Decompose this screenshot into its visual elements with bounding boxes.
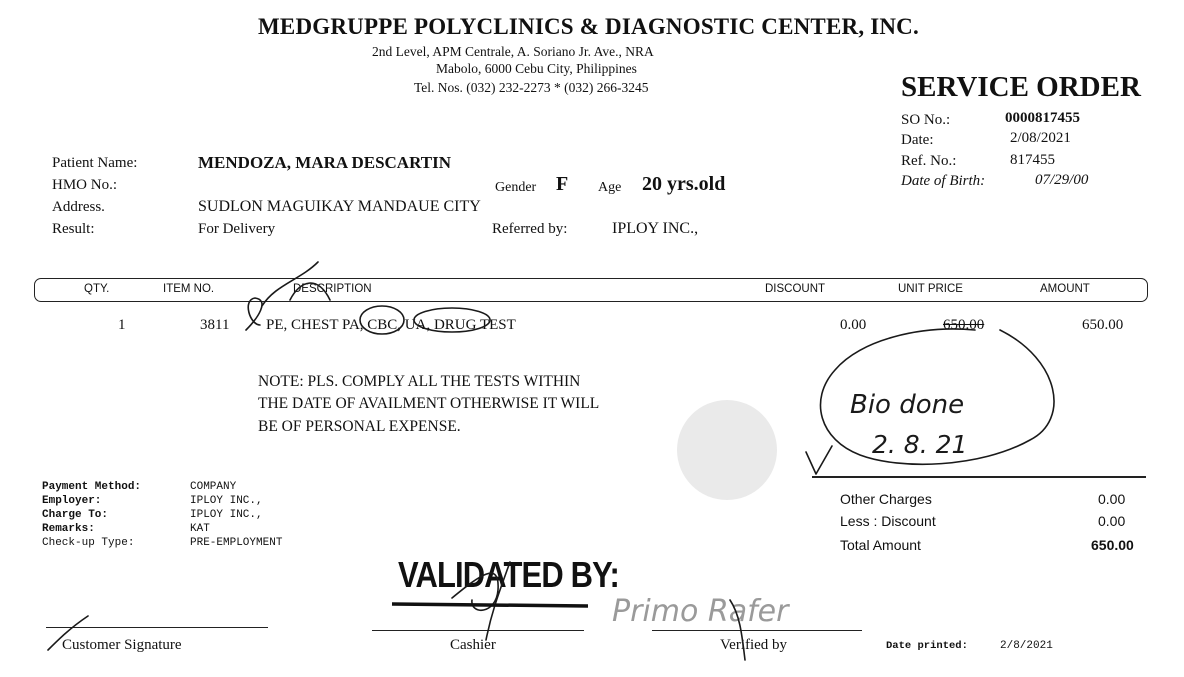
cashier-signature xyxy=(452,562,510,640)
hmo-label: HMO No.: xyxy=(52,177,118,193)
ref-no-label: Ref. No.: xyxy=(901,153,957,169)
less-discount-label: Less : Discount xyxy=(840,513,936,529)
result: For Delivery xyxy=(198,221,276,237)
total-amount-label: Total Amount xyxy=(840,537,921,553)
order-date: 2/08/2021 xyxy=(1010,130,1071,146)
row-description: PE, CHEST PA, CBC, UA, DRUG TEST xyxy=(266,317,516,333)
payment-method-label: Payment Method: xyxy=(42,481,142,493)
clinic-phone: Tel. Nos. (032) 232-2273 * (032) 266-3245 xyxy=(414,80,649,95)
age-label: Age xyxy=(598,180,622,195)
validated-stamp: VALIDATED BY: xyxy=(398,554,620,595)
checkup-type: PRE-EMPLOYMENT xyxy=(190,537,283,549)
referred-by: IPLOY INC., xyxy=(612,220,699,237)
dob-label: Date of Birth: xyxy=(901,173,986,189)
note-line1: NOTE: PLS. COMPLY ALL THE TESTS WITHIN xyxy=(258,373,581,390)
check-mark xyxy=(806,446,832,474)
ref-no: 817455 xyxy=(1010,152,1055,168)
drug-test-circle xyxy=(414,308,490,332)
clinic-address-line2: Mabolo, 6000 Cebu City, Philippines xyxy=(436,61,637,76)
age: 20 yrs.old xyxy=(642,173,726,195)
cashier-label: Cashier xyxy=(450,637,496,653)
seal-mark xyxy=(677,400,777,500)
handwritten-bio-done: Bio done xyxy=(850,390,965,420)
clinic-address-line1: 2nd Level, APM Centrale, A. Soriano Jr. Ave., NRA xyxy=(372,44,654,59)
patient-address: SUDLON MAGUIKAY MANDAUE CITY xyxy=(198,198,481,215)
ua-circle xyxy=(360,306,404,334)
patient-name-label: Patient Name: xyxy=(52,155,138,171)
date-label: Date: xyxy=(901,132,934,148)
employer: IPLOY INC., xyxy=(190,495,263,507)
stamp-name: Primo Rafer xyxy=(612,594,789,629)
customer-signature-tick xyxy=(48,616,88,650)
other-charges-label: Other Charges xyxy=(840,491,932,507)
row-amount: 650.00 xyxy=(1082,317,1124,333)
note-line2: THE DATE OF AVAILMENT OTHERWISE IT WILL xyxy=(258,395,600,412)
stamp-underline xyxy=(392,604,588,606)
header-qty: QTY. xyxy=(84,283,110,295)
header-unit-price: UNIT PRICE xyxy=(898,283,963,295)
address-label: Address. xyxy=(52,199,105,215)
so-no: 0000817455 xyxy=(1005,110,1080,126)
remarks-label: Remarks: xyxy=(42,523,95,535)
gender-label: Gender xyxy=(495,180,537,195)
row-unit-price: 650.00 xyxy=(943,317,985,333)
date-printed: 2/8/2021 xyxy=(1000,640,1053,652)
patient-name: MENDOZA, MARA DESCARTIN xyxy=(198,153,451,172)
clinic-name: MEDGRUPPE POLYCLINICS & DIAGNOSTIC CENTER, INC. xyxy=(258,14,919,39)
note-line3: BE OF PERSONAL EXPENSE. xyxy=(258,418,461,435)
total-amount: 650.00 xyxy=(1091,537,1134,553)
verified-by-label: Verified by xyxy=(720,637,788,653)
service-order-title: SERVICE ORDER xyxy=(901,71,1141,103)
annotation-circle xyxy=(820,329,1054,464)
employer-label: Employer: xyxy=(42,495,102,507)
header-amount: AMOUNT xyxy=(1040,283,1090,295)
payment-method: COMPANY xyxy=(190,481,237,493)
result-label: Result: xyxy=(52,221,95,237)
customer-signature-label: Customer Signature xyxy=(62,637,182,653)
row-qty: 1 xyxy=(118,317,126,333)
remarks: KAT xyxy=(190,523,210,535)
handwritten-date: 2. 8. 21 xyxy=(872,430,968,459)
less-discount: 0.00 xyxy=(1098,513,1126,529)
charge-to-label: Charge To: xyxy=(42,509,109,521)
referred-label: Referred by: xyxy=(492,221,568,237)
charge-to: IPLOY INC., xyxy=(190,509,263,521)
checkup-type-label: Check-up Type: xyxy=(42,537,135,549)
other-charges: 0.00 xyxy=(1098,491,1126,507)
row-item-no: 3811 xyxy=(200,317,230,333)
description-scribble xyxy=(246,262,330,330)
header-description: DESCRIPTION xyxy=(293,283,372,295)
date-printed-label: Date printed: xyxy=(886,640,968,652)
verified-signature xyxy=(730,600,745,660)
header-item-no: ITEM NO. xyxy=(163,283,215,295)
dob: 07/29/00 xyxy=(1035,172,1089,188)
row-discount: 0.00 xyxy=(840,317,867,333)
header-discount: DISCOUNT xyxy=(765,283,826,295)
so-no-label: SO No.: xyxy=(901,112,951,128)
gender: F xyxy=(556,173,569,195)
